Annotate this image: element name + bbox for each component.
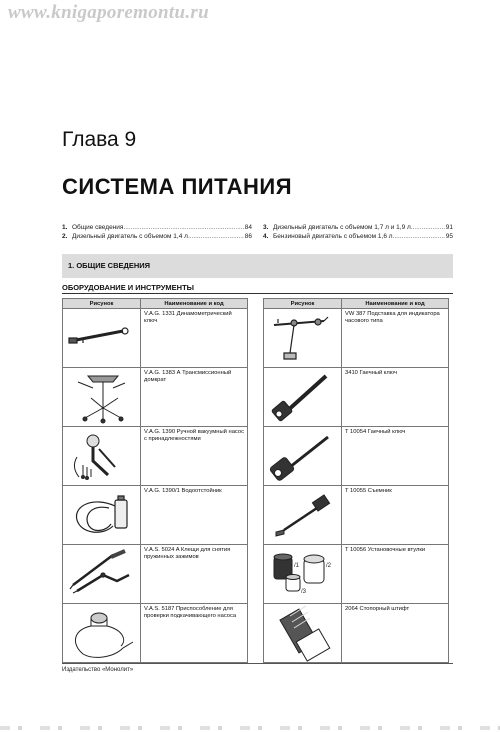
table-row [63,309,248,368]
tools-table-right [263,298,449,663]
column-header-picture: Рисунок [264,299,342,309]
table-row [63,545,248,604]
scan-artifact [0,726,500,730]
publisher-footer: Издательство «Монолит» [62,667,134,673]
socket-wrench-long-icon [264,427,341,485]
toc-entry[interactable]: 2. Дизельный двигатель с объемом 1,4 л ..... 86 [62,233,252,242]
column-header-picture: Рисунок [63,299,141,309]
toc-entry[interactable]: 1. Общие сведения ..... 84 [62,224,252,233]
table-row [63,604,248,663]
watermark: www.knigaporemontu.ru [8,2,209,23]
sleeve-label: /3 [301,589,307,595]
tool-name: T 10055 Съемник [342,486,449,545]
vacuum-pump-icon [63,427,140,485]
tool-name: V.A.G. 1383 А Трансмиссионный домкрат [141,368,248,427]
subheading: ОБОРУДОВАНИЕ И ИНСТРУМЕНТЫ [62,283,195,292]
locking-pin-icon [264,604,341,662]
chapter-heading: Глава 9 [62,128,137,151]
water-trap-icon [63,486,140,544]
tool-name: 3410 Гаечный ключ [342,368,449,427]
column-header-name: Наименование и код [342,299,449,309]
section-title: 1. ОБЩИЕ СВЕДЕНИЯ [68,261,151,270]
tool-name: V.A.G. 1390/1 Водоотстойник [141,486,248,545]
table-row [264,427,449,486]
transmission-jack-icon [63,368,140,426]
sleeve-label: /2 [326,563,332,569]
table-row [264,486,449,545]
tool-name: VW 387 Подставка для индикатора часового типа [342,309,449,368]
column-header-name: Наименование и код [141,299,248,309]
tool-name: V.A.S. 5187 Приспособление для проверки подкачивающего насоса [141,604,248,663]
torque-wrench-icon [63,309,140,367]
tool-name: T 10056 Установочные втулки [342,545,449,604]
table-row [63,486,248,545]
pump-tester-icon [63,604,140,662]
table-row [63,368,248,427]
tool-name: V.A.S. 5024 A Клещи для снятия пружинных зажимов [141,545,248,604]
sleeve-label: /1 [294,563,300,569]
toc-entry[interactable]: 4. Бензиновый двигатель с объемом 1,6 л ..... 95 [263,233,453,242]
tool-name: V.A.G. 1331 Динамометрический ключ [141,309,248,368]
dial-indicator-stand-icon [264,309,341,367]
divider [62,663,453,664]
page-title: СИСТЕМА ПИТАНИЯ [62,174,293,199]
section-banner [62,254,453,278]
socket-wrench-icon [264,368,341,426]
tool-name: 2064 Стопорный штифт [342,604,449,663]
table-row [264,368,449,427]
table-row [264,545,449,604]
table-row [264,309,449,368]
table-row [264,604,449,663]
divider [62,293,453,294]
tools-table-left [62,298,248,663]
toc-entry[interactable]: 3. Дизельный двигатель с объемом 1,7 л и 1,9 л ..... 91 [263,224,453,233]
table-row [63,427,248,486]
tool-name: T 10054 Гаечный ключ [342,427,449,486]
puller-icon [264,486,341,544]
mounting-sleeves-icon [264,545,341,603]
tool-name: V.A.G. 1390 Ручной вакуумный насос с принадлежностями [141,427,248,486]
spring-clamp-pliers-icon [63,545,140,603]
